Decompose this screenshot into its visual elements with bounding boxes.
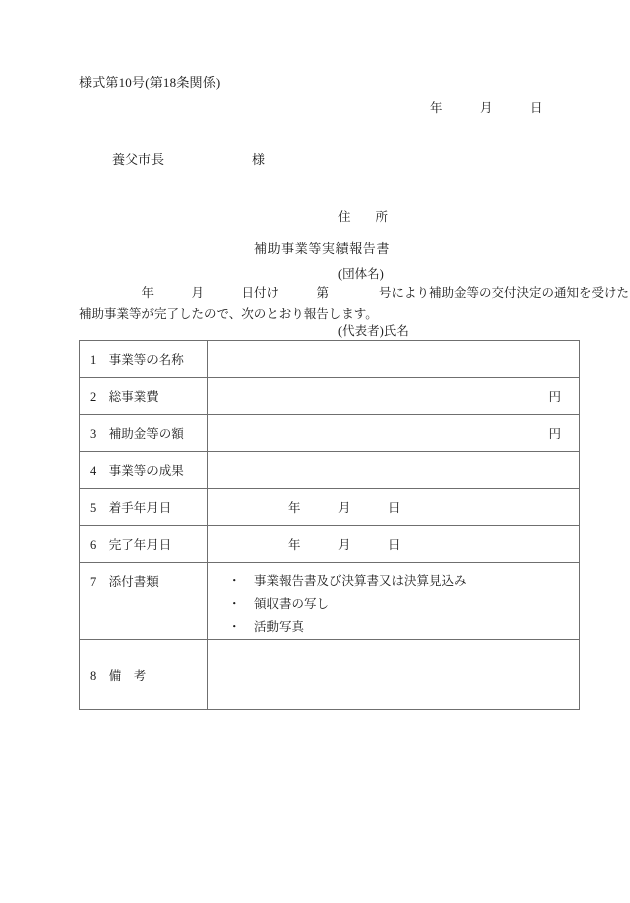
row-value-start-date[interactable]	[208, 489, 580, 526]
attachment-label: 事業報告書及び決算書又は決算見込み	[254, 574, 467, 588]
report-table	[79, 340, 580, 710]
row-label-subsidy-amount: 3 補助金等の額	[80, 415, 208, 452]
page-title-text: 補助事業等実績報告書	[253, 241, 390, 256]
row-label-remarks: 8 備 考	[80, 640, 208, 710]
row-label-name: 1 事業等の名称	[80, 341, 208, 378]
attachment-list	[216, 563, 571, 639]
row-label-results: 4 事業等の成果	[80, 452, 208, 489]
applicant-organization-label: (団体名)	[338, 267, 384, 281]
date-placeholder-completion: 年 月 日	[288, 538, 401, 552]
list-item	[216, 593, 571, 616]
page-title	[0, 238, 630, 257]
bullet-icon: ・	[228, 597, 241, 611]
bullet-icon: ・	[228, 574, 241, 588]
body-paragraph	[79, 283, 630, 325]
row-value-results[interactable]	[208, 452, 580, 489]
body-paragraph-line-2: 補助事業等が完了したので、次のとおり報告します。	[79, 307, 378, 321]
list-item	[216, 616, 571, 639]
header-date-line: 年 月 日	[430, 101, 543, 115]
form-number: 様式第10号(第18条関係)	[79, 75, 221, 90]
date-placeholder-start: 年 月 日	[288, 501, 401, 515]
table-row	[80, 452, 580, 489]
row-value-total-cost[interactable]	[208, 378, 580, 415]
addressee-line	[99, 133, 265, 184]
attachment-label: 活動写真	[254, 620, 305, 634]
table-row	[80, 526, 580, 563]
currency-unit-total-cost: 円	[548, 390, 561, 404]
row-label-attachments: 7 添付書類	[80, 563, 208, 640]
table-row	[80, 640, 580, 710]
table-row	[80, 415, 580, 452]
row-value-remarks[interactable]	[208, 640, 580, 710]
row-label-total-cost: 2 総事業費	[80, 378, 208, 415]
table-row	[80, 489, 580, 526]
row-value-name[interactable]	[208, 341, 580, 378]
row-label-start-date: 5 着手年月日	[80, 489, 208, 526]
table-row	[80, 563, 580, 640]
attachment-label: 領収書の写し	[254, 597, 330, 611]
addressee-name: 養父市長	[112, 152, 165, 167]
addressee-honorific: 様	[252, 152, 266, 167]
row-value-subsidy-amount[interactable]	[208, 415, 580, 452]
table-row	[80, 341, 580, 378]
body-paragraph-line-1: 年 月 日付け 第 号により補助金等の交付決定の通知を受けた	[79, 286, 630, 300]
row-value-attachments	[208, 563, 580, 640]
bullet-icon: ・	[228, 620, 241, 634]
table-row	[80, 378, 580, 415]
applicant-representative-label: (代表者)氏名	[338, 324, 409, 338]
applicant-address-label: 住 所	[338, 210, 389, 224]
currency-unit-subsidy-amount: 円	[548, 427, 561, 441]
list-item	[216, 570, 571, 593]
row-value-completion-date[interactable]	[208, 526, 580, 563]
row-label-completion-date: 6 完了年月日	[80, 526, 208, 563]
